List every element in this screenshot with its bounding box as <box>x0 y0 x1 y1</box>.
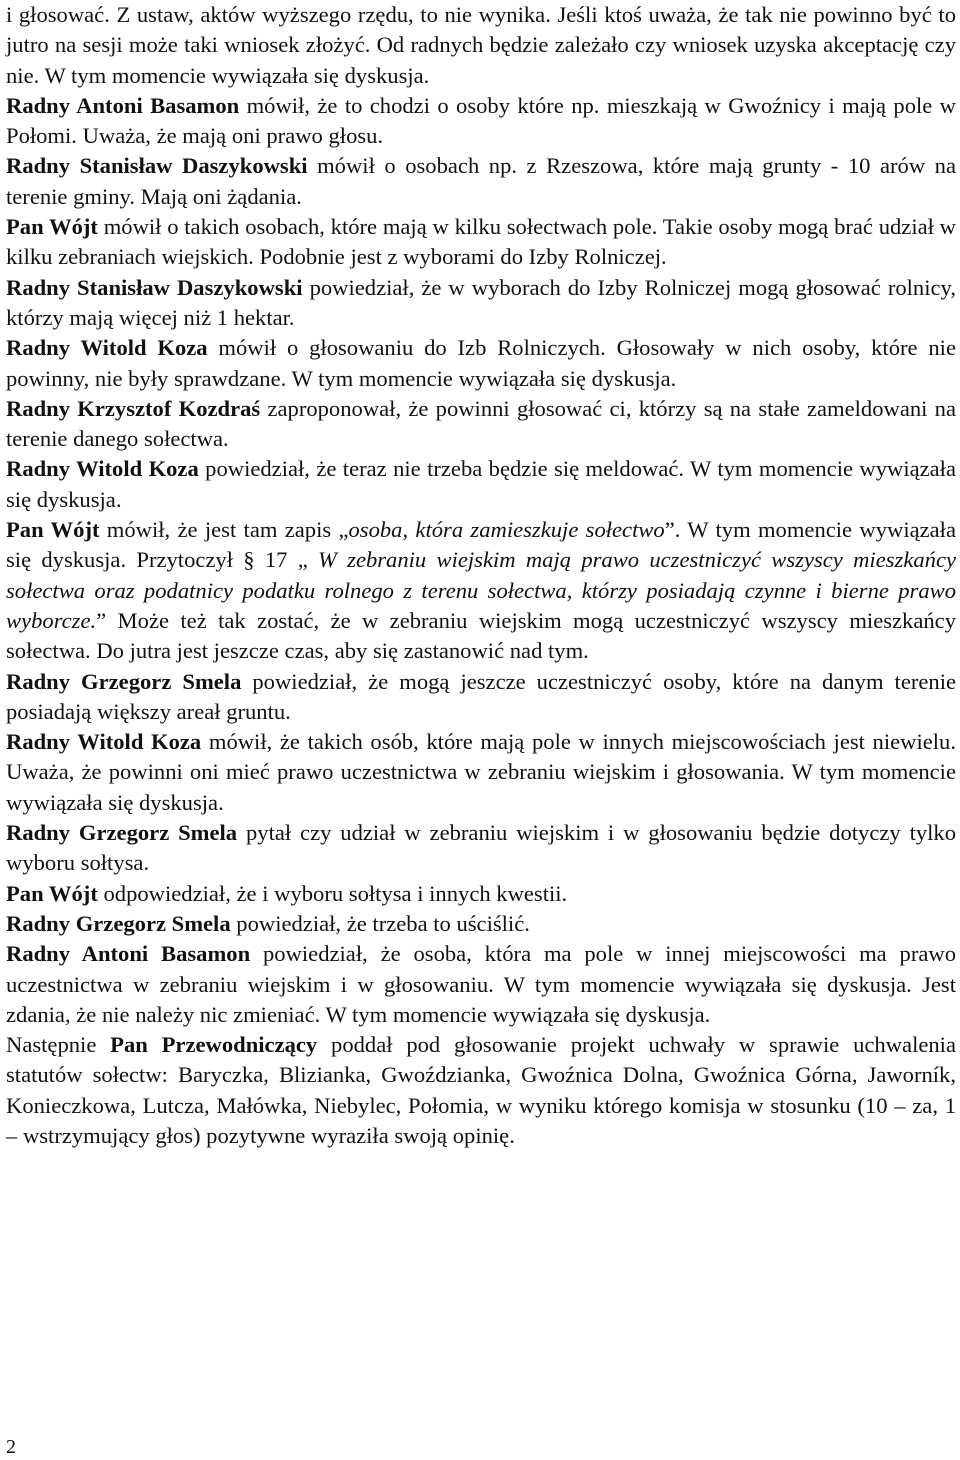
paragraph-text: mówił o takich osobach, które mają w kilku sołectwach pole. Takie osoby mogą brać udział w kilku zebraniach wiejskich. Podobnie jest z wyborami do Izby Rolniczej. <box>6 214 956 270</box>
paragraph-smela-3 <box>6 909 956 939</box>
speaker-name: Radny Witold Koza <box>6 456 199 482</box>
paragraph-text: mówił, że jest tam zapis „ <box>99 517 349 543</box>
paragraph-vote <box>6 1030 956 1151</box>
speaker-name: Radny Grzegorz Smela <box>6 910 231 936</box>
paragraph-wojt-2 <box>6 515 956 666</box>
speaker-name: Radny Antoni Basamon <box>6 941 251 967</box>
paragraph-smela-1 <box>6 667 956 728</box>
paragraph-basamon-2 <box>6 939 956 1030</box>
speaker-name: Radny Witold Koza <box>6 729 202 755</box>
speaker-name: Pan Wójt <box>6 214 98 240</box>
paragraph-text: powiedział, że mogą jeszcze uczestniczyć osoby, które na danym terenie posiadają większy areał gruntu. <box>6 668 956 724</box>
paragraph-koza-3 <box>6 727 956 818</box>
paragraph-text: powiedział, że w wyborach do Izby Rolniczej mogą głosować rolnicy, którzy mają więcej niż 1 hektar. <box>6 274 956 330</box>
paragraph-text: mówił, że takich osób, które mają pole w innych miejscowościach jest niewielu. Uważa, że powinni oni mieć prawo uczestnictwa w zebraniu wiejskim i głosowania. W tym momencie wywiązała się dyskusja. <box>6 729 956 815</box>
paragraph-text: mówił o osobach np. z Rzeszowa, które mają grunty - 10 arów na terenie gminy. Mają oni żądania. <box>6 153 957 209</box>
paragraph-koza-1 <box>6 333 956 394</box>
paragraph-text: powiedział, że trzeba to uściślić. <box>230 910 530 936</box>
speaker-name: Radny Grzegorz Smela <box>6 668 242 694</box>
speaker-name: Pan Wójt <box>6 517 100 543</box>
speaker-name: Radny Stanisław Daszykowski <box>6 153 308 179</box>
paragraph-text: powiedział, że osoba, która ma pole w innej miejscowości ma prawo uczestnictwa w zebraniu wiejskim i w głosowaniu. W tym momencie wywiązała się dyskusja. Jest zdania, że nie należy nic zmieniać. W tym momencie wywiązała się dyskusja. <box>6 941 956 1027</box>
document-page <box>6 0 956 1151</box>
paragraph-kozdras <box>6 394 956 455</box>
paragraph-wojt-3 <box>6 879 956 909</box>
paragraph-text: pytał czy udział w zebraniu wiejskim i w głosowaniu będzie dotyczy tylko wyboru sołtysa. <box>6 820 957 876</box>
paragraph-text: ” Może też tak zostać, że w zebraniu wiejskim mogą uczestniczyć wszyscy mieszkańcy sołectwa. Do jutra jest jeszcze czas, aby się zastanowić nad tym. <box>6 607 956 664</box>
paragraph-text: i głosować. Z ustaw, aktów wyższego rzędu, to nie wynika. Jeśli ktoś uważa, że tak nie powinno być to jutro na sesji może taki wniosek złożyć. Od radnych będzie zależało czy wniosek uzyska akceptację czy nie. W tym momencie wywiązała się dyskusja. <box>6 2 956 88</box>
quoted-text: osoba, która zamieszkuje sołectwo <box>348 517 665 543</box>
paragraph-daszykowski-1 <box>6 151 956 212</box>
paragraph-wojt-1 <box>6 212 956 273</box>
speaker-name: Pan Przewodniczący <box>110 1032 318 1058</box>
paragraph-text: zaproponował, że powinni głosować ci, którzy są na stałe zameldowani na terenie danego sołectwa. <box>6 395 956 452</box>
paragraph-text: odpowiedział, że i wyboru sołtysa i innych kwestii. <box>97 880 568 906</box>
paragraph-text: ”. W tym momencie wywiązała się dyskusja. Przytoczył § 17 „ <box>6 517 956 573</box>
speaker-name: Radny Stanisław Daszykowski <box>6 274 303 300</box>
speaker-name: Radny Grzegorz Smela <box>6 820 238 846</box>
paragraph-text: poddał pod głosowanie projekt uchwały w sprawie uchwalenia statutów sołectw: Baryczka, Blizianka, Gwoździanka, Gwoźnica Dolna, Gwoźnica Górna, Jaworník, Konieczkowa, Lutcza, Małówka, Niebylec, Połomia, w wyniku którego komisja w stosunku (10 – za, 1 – wstrzymujący głos) pozytywne wyraziła swoją opinię. <box>6 1032 956 1148</box>
speaker-name: Radny Antoni Basamon <box>6 92 240 118</box>
page-number: 2 <box>6 1436 16 1458</box>
speaker-name: Radny Witold Koza <box>6 335 208 361</box>
paragraph-koza-2 <box>6 454 956 515</box>
paragraph-text: mówił, że to chodzi o osoby które np. mieszkają w Gwoźnicy i mają pole w Połomi. Uważa, że mają oni prawo głosu. <box>6 92 956 149</box>
paragraph-smela-2 <box>6 818 956 879</box>
paragraph-text: mówił o głosowaniu do Izb Rolniczych. Głosowały w nich osoby, które nie powinny, nie były sprawdzane. W tym momencie wywiązała się dyskusja. <box>6 335 956 391</box>
paragraph-text: Następnie <box>6 1032 111 1058</box>
paragraph-text: powiedział, że teraz nie trzeba będzie się meldować. W tym momencie wywiązała się dyskusja. <box>6 456 956 512</box>
quoted-statute: W zebraniu wiejskim mają prawo uczestniczyć wszyscy mieszkańcy sołectwa oraz podatnicy podatku rolnego z terenu sołectwa, którzy posiadają czynne i bierne prawo wyborcze. <box>6 547 956 633</box>
paragraph-daszykowski-2 <box>6 273 956 334</box>
paragraph-basamon-1 <box>6 91 956 152</box>
paragraph-intro <box>6 0 956 91</box>
speaker-name: Radny Krzysztof Kozdraś <box>6 395 261 421</box>
speaker-name: Pan Wójt <box>6 880 98 906</box>
